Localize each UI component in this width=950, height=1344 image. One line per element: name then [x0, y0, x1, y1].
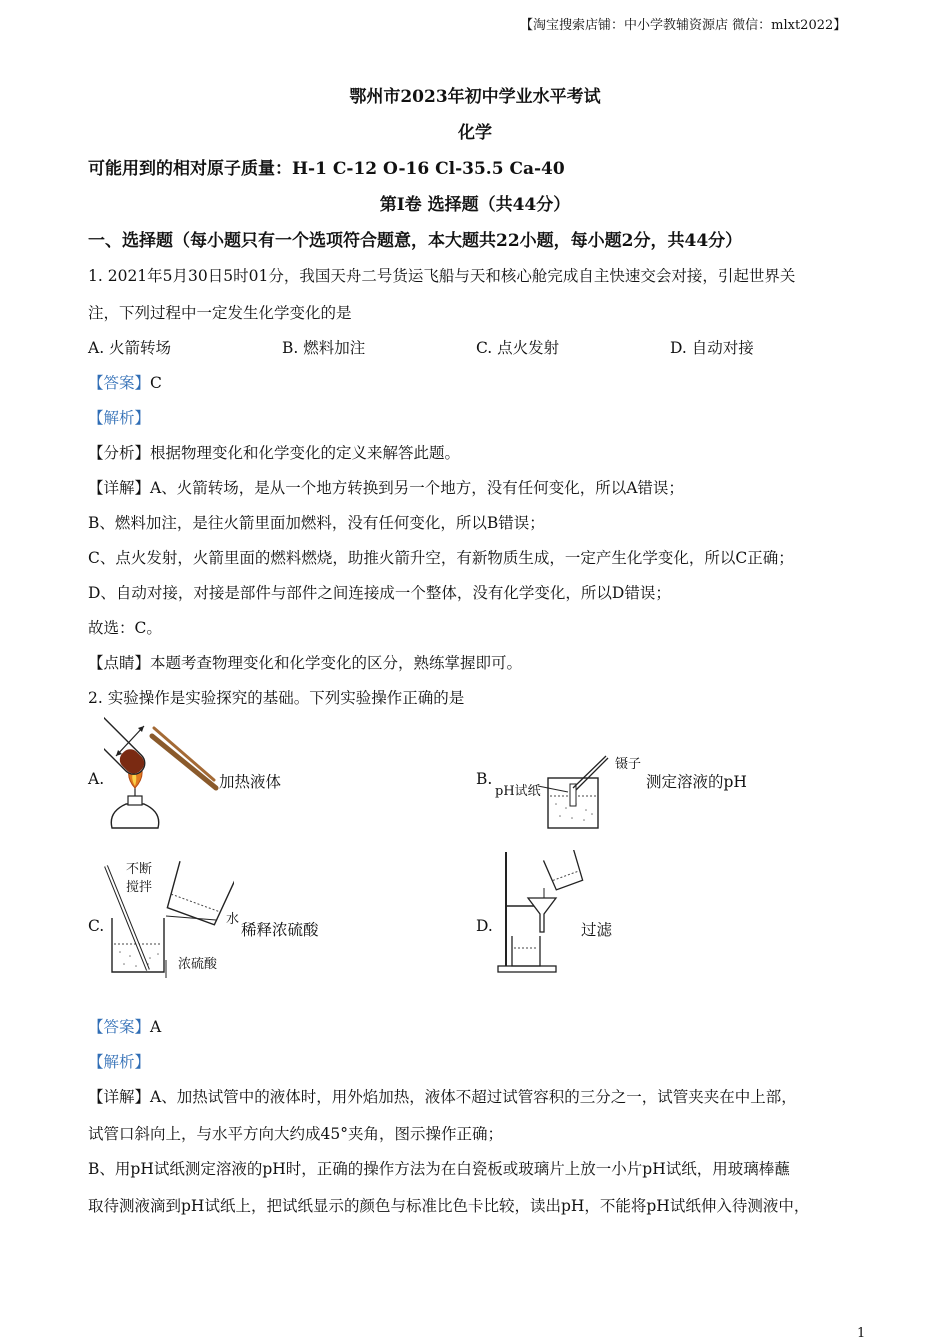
q2-detail-a2: 试管口斜向上，与水平方向大约成45°夹角，图示操作正确； — [88, 1125, 503, 1143]
q2-answer: A — [150, 1018, 162, 1036]
q1-detail-d: D、自动对接，对接是部件与部件之间连接成一个整体，没有化学变化，所以D错误； — [88, 584, 671, 602]
q1-option-a: A. 火箭转场 — [88, 339, 172, 357]
acid-label: 浓硫酸 — [178, 957, 218, 972]
subject-title: 化学 — [458, 123, 492, 143]
q1-analysis-tag: 【解析】 — [88, 409, 151, 427]
q2-analysis-tag: 【解析】 — [88, 1053, 151, 1071]
part-title: 第Ⅰ卷 选择题（共44分） — [379, 195, 571, 215]
q1-stem-line2: 注，下列过程中一定发生化学变化的是 — [88, 304, 352, 322]
q2-option-b-letter: B. — [476, 770, 493, 788]
q1-fenxi-line — [88, 441, 460, 463]
heating-liquid-figure — [104, 716, 224, 834]
q2-detail-b2: 取待测液滴到pH试纸上，把试纸显示的颜色与标准比色卡比较，读出pH，不能将pH试纸伸入待测液中， — [88, 1197, 810, 1215]
q1-option-c: C. 点火发射 — [476, 339, 560, 357]
fenxi-tag: 【分析】 — [88, 444, 151, 462]
q2-stem: 2. 实验操作是实验探究的基础。下列实验操作正确的是 — [88, 689, 465, 707]
header-note: 【淘宝搜索店铺：中小学教辅资源店 微信：mlxt2022】 — [520, 18, 847, 33]
q2-answer-line — [88, 1015, 161, 1037]
water-label: 水 — [226, 912, 240, 927]
q2-option-d-letter: D. — [476, 917, 493, 935]
q2-option-d-caption: 过滤 — [581, 921, 613, 939]
q2-detail-b1: B、用pH试纸测定溶液的pH时，正确的操作方法为在白瓷板或玻璃片上放一小片pH试纸，用玻璃棒蘸 — [88, 1160, 790, 1178]
stir-label-1: 不断 — [126, 862, 153, 877]
q2-option-b-caption: 测定溶液的pH — [646, 773, 747, 791]
q2-option-a-caption: 加热液体 — [219, 773, 282, 791]
q2-option-c-caption: 稀释浓硫酸 — [241, 921, 319, 939]
q1-option-d: D. 自动对接 — [670, 339, 754, 357]
stir-label-2: 搅拌 — [126, 880, 153, 895]
q2-detail-a1: A、加热试管中的液体时，用外焰加热，液体不超过试管容积的三分之一，试管夹夹在中上部， — [150, 1088, 797, 1106]
q1-option-b: B. 燃料加注 — [282, 339, 366, 357]
q1-dianjing-line — [88, 651, 522, 673]
q2-option-c-letter: C. — [88, 917, 105, 935]
q1-dianjing: 本题考查物理变化和化学变化的区分，熟练掌握即可。 — [150, 654, 523, 672]
dianjing-tag: 【点睛】 — [88, 654, 151, 672]
ph-label-tweezers: 镊子 — [615, 757, 642, 772]
q1-stem-line1: 1. 2021年5月30日5时01分，我国天舟二号货运飞船与天和核心舱完成自主快速交会对接，引起世界关 — [88, 267, 796, 285]
answer-tag: 【答案】 — [88, 1018, 151, 1036]
q1-answer-line — [88, 371, 162, 393]
atomic-masses: 可能用到的相对原子质量：H-1 C-12 O-16 Cl-35.5 Ca-40 — [88, 159, 565, 179]
q2-detail-a-line1 — [88, 1085, 797, 1107]
detail-tag: 【详解】 — [88, 1088, 151, 1106]
filtration-figure — [494, 850, 584, 976]
q1-choose: 故选：C。 — [88, 619, 162, 637]
answer-tag: 【答案】 — [88, 374, 151, 392]
section-title: 一、选择题（每小题只有一个选项符合题意，本大题共22小题，每小题2分，共44分） — [88, 231, 743, 251]
exam-title: 鄂州市2023年初中学业水平考试 — [349, 87, 601, 107]
q1-detail-b: B、燃料加注，是往火箭里面加燃料，没有任何变化，所以B错误； — [88, 514, 545, 532]
q1-detail-a: A、火箭转场，是从一个地方转换到另一个地方，没有任何变化，所以A错误； — [150, 479, 684, 497]
q2-option-a-letter: A. — [88, 770, 105, 788]
page-number: 1 — [857, 1326, 866, 1341]
q1-detail-a-line — [88, 476, 684, 498]
q1-answer: C — [150, 374, 162, 392]
detail-tag: 【详解】 — [88, 479, 151, 497]
q1-fenxi: 根据物理变化和化学变化的定义来解答此题。 — [150, 444, 461, 462]
q1-detail-c: C、点火发射，火箭里面的燃料燃烧，助推火箭升空，有新物质生成，一定产生化学变化，所以C正确； — [88, 549, 794, 567]
ph-label-paper: pH试纸 — [495, 784, 541, 799]
